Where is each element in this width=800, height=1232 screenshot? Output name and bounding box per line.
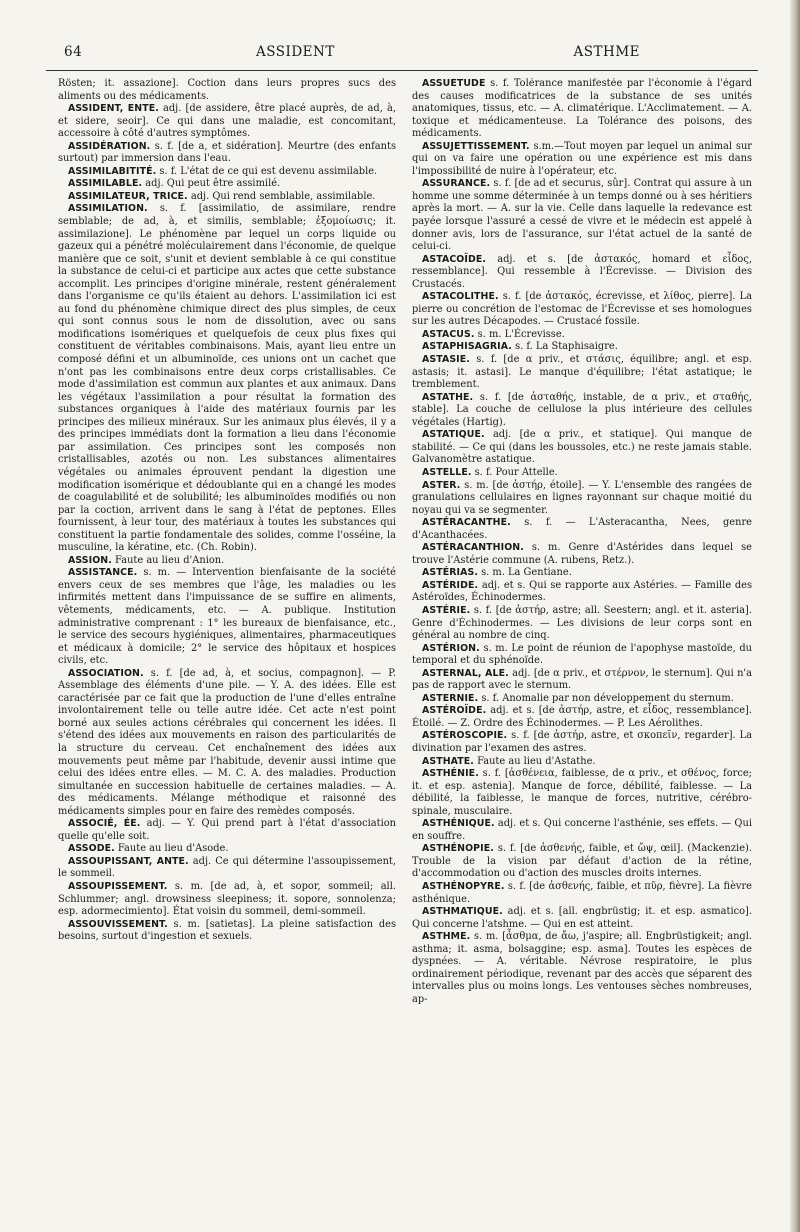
dictionary-entry: [58, 78, 396, 103]
entry-headword: ASSIDENT, ENTE.: [68, 103, 159, 115]
entry-headword: ASSURANCE.: [422, 178, 491, 190]
entry-headword: ASSIMILATION.: [68, 203, 148, 215]
entry-headword: ASTÉROÏDE.: [422, 705, 487, 717]
dictionary-entry: [412, 341, 752, 354]
dictionary-entry: [58, 668, 396, 819]
entry-headword: ASTHÉNIQUE.: [422, 818, 495, 830]
entry-definition: s. m. [ἆσθμα, de ἄω, j'aspire; all. Engbrüstigkeit; angl. asthma; it. asma, bolsaggine; esp. asma]. Toutes les espèces de dyspnées. — A. véritable. Névrose respiratoire, le plus ordinairement périodique, revenant par des accès que séparent des intervalles plus ou moins longs. Les ventouses sèches nombreuses, ap-: [412, 931, 752, 1005]
entry-definition: adj. et s. [de ἀστακός, homard et εἶδος, ressemblance]. Qui ressemble à l'Écrevisse. — Division des Crustacés.: [412, 253, 752, 290]
entry-definition: s. f. L'état de ce qui est devenu assimilable.: [156, 165, 378, 177]
dictionary-entry: [58, 818, 396, 843]
entry-headword: ASTELLE.: [422, 466, 472, 478]
entry-definition: s. f. La Staphisaigre.: [511, 341, 618, 353]
entry-definition: Faute au lieu d'Anion.: [111, 554, 225, 566]
entry-headword: ASSOCIÉ, ÉE.: [68, 818, 141, 830]
entry-headword: ASSISTANCE.: [68, 567, 138, 579]
entry-definition: s. m. L'Écrevisse.: [474, 328, 565, 340]
entry-headword: ASTATIQUE.: [422, 429, 485, 441]
dictionary-entry: [58, 191, 396, 204]
entry-headword: ASTERNAL, ALE.: [422, 667, 509, 679]
dictionary-entry: [58, 178, 396, 191]
right-running-headword: ASTHME: [573, 44, 640, 60]
entry-headword: ASTERNIE.: [422, 692, 479, 704]
entry-definition: adj. [de assidere, être placé auprès, de ad, à, et sidere, seoir]. Ce qui dans une maladie, est concomitant, accessoire à côté d'autres symptômes.: [58, 103, 396, 140]
dictionary-entry: [58, 203, 396, 554]
entry-definition: s.m.—Tout moyen par lequel un animal sur qui on va faire une opération ou une expérience est mis dans l'impossibilité de nuire à l'opérateur, etc.: [412, 140, 752, 177]
dictionary-entry: [412, 78, 752, 141]
entry-headword: ASTÉRACANTHION.: [422, 542, 524, 554]
dictionary-entry: [412, 881, 752, 906]
entry-definition: s. m. [de ἀστήρ, étoile]. — Y. L'ensemble des rangées de granulations cellulaires en lignes rayonnant sur chaque moitié du noyau qui va se segmenter.: [412, 479, 752, 516]
entry-headword: ASTHMATIQUE.: [422, 906, 503, 918]
dictionary-entry: [412, 354, 752, 392]
left-column: [58, 78, 396, 1218]
entry-headword: ASSOUPISSANT, ANTE.: [68, 855, 189, 867]
dictionary-entry: [58, 555, 396, 568]
entry-headword: ASSOUPISSEMENT.: [68, 881, 168, 892]
dictionary-entry: [412, 693, 752, 706]
page-number: 64: [64, 44, 83, 60]
dictionary-entry: [412, 329, 752, 342]
running-header: [46, 44, 762, 66]
entry-definition: s. f. [de ἀστήρ, astre; all. Seestern; angl. et it. asteria]. Genre d'Échinodermes. — Les divisions de leur corps sont en général au nombre de cinq.: [412, 604, 752, 642]
dictionary-entry: [412, 141, 752, 179]
dictionary-entry: [58, 856, 396, 881]
entry-definition: adj. et s. [de ἀστήρ, astre, et εἶδος, ressemblance]. Étoilé. — Z. Ordre des Échinodermes. — P. Les Aérolithes.: [412, 705, 752, 729]
entry-definition: s. f. [de ἀσθενής, faible, et ὤψ, œil]. (Mackenzie). Trouble de la vision par défaut d'action de la rétine, d'accommodation ou d'action des muscles droits internes.: [412, 843, 752, 880]
dictionary-entry: [412, 542, 752, 567]
dictionary-entry: [412, 843, 752, 881]
dictionary-entry: [412, 580, 752, 605]
dictionary-entry: [412, 392, 752, 430]
dictionary-entry: [412, 643, 752, 668]
right-column: [412, 78, 752, 1218]
entry-headword: ASTÉROSCOPIE.: [422, 730, 508, 742]
dictionary-entry: [412, 768, 752, 818]
entry-definition: s. m. [satietas]. La pleine satisfaction des besoins, surtout d'ingestion et sexuels.: [58, 918, 396, 943]
dictionary-entry: [412, 730, 752, 755]
entry-definition: adj. Qui peut être assimilé.: [142, 178, 281, 190]
dictionary-entry: [412, 668, 752, 693]
dictionary-entry: [412, 467, 752, 480]
dictionary-entry: [58, 567, 396, 667]
entry-headword: ASSODE.: [68, 843, 115, 855]
dictionary-entry: [58, 881, 396, 919]
entry-definition: s. f. Anomalie par non développement du sternum.: [478, 692, 734, 704]
entry-headword: ASTATHE.: [422, 391, 474, 403]
dictionary-entry: [412, 254, 752, 292]
entry-headword: ASTÉRIAS.: [422, 567, 478, 579]
left-running-headword: ASSIDENT: [256, 44, 335, 60]
entry-definition: s. f. [assimilatio, de assimilare, rendre semblable; de ad, à, et similis, semblable; ἐξομοίωσις; it. assimilazione]. Le phénomène par lequel un corps liquide ou gazeux qui a pénétré moléculairement dans l'économie, de quelque manière que ce soit, s'unit et devient semblable à ce qui constitue la substance de celui-ci et participe aux actes que cette substance accomplit. Les principes d'origine minérale, restent généralement dans l'organisme ce qu'ils étaient au dehors. L'assimilation ici est au fond du phénomène chimique direct des plus simples, de ceux qui sont connus sous le nom de dissolution, avec ou sans modifications isomériques et quelquefois de ceux plus fixes qui constituent de véritables combinaisons. Mais, ayant lieu entre un composé défini et un albuminoïde, ces unions ont un cachet que n'ont pas les combinaisons entre deux corps cristallisables. Ce mode d'assimilation est commun aux plantes et aux animaux. Dans les végétaux l'assimilation a pour résultat la formation des substances organiques à l'aide des matériaux fournis par les principes des milieux minéraux. Sur les animaux plus élevés, il y a des principes immédiats dont la formation a lieu dans l'économie par assimilation. Ces principes sont les composés non cristallisables, azotés ou non. Les substances alimentaires végétales ou animales éprouvent pendant la digestion une modification isomérique et dédoublante qui en a changé les modes de coagulabilité et de solubilité; les albuminoïdes modifiés ou non par la coction, arrivent dans le sang à l'état de peptones. Elles fournissent, à leur tour, des matériaux à toutes les substances qui constituent la partie fondamentale des solides, comme l'osséine, la musculine, la kératine, etc. (Ch. Robin).: [58, 203, 396, 554]
entry-definition: Rösten; it. assazione]. Coction dans leurs propres sucs des aliments ou des médicaments.: [58, 78, 396, 102]
entry-definition: adj. [de α priv., et statique]. Qui manque de stabilité. — Ce qui (dans les boussoles, etc.) ne reste jamais stable. Galvanomètre astatique.: [412, 429, 752, 466]
entry-headword: ASSIMILABLE.: [68, 178, 143, 190]
page-edge-shadow: [790, 0, 800, 1232]
entry-headword: ASTÉRION.: [422, 642, 480, 654]
entry-definition: s. f. [de α priv., et στάσις, équilibre; angl. et esp. astasis; it. astasi]. Le manque d'équilibre; l'état astatique; le tremblement.: [412, 354, 752, 391]
entry-definition: s. f. Tolérance manifestée par l'économie à l'égard des causes modificatrices de la substance de ses unités anatomiques, tissus, etc. — A. climatérique. L'Acclimatement. — A. toxique et médicamenteuse. La Tolérance des poisons, des médicaments.: [412, 78, 752, 140]
entry-headword: ASTACOLITHE.: [422, 291, 499, 303]
entry-definition: s. m. Le point de réunion de l'apophyse mastoïde, du temporal et du sphénoïde.: [412, 642, 752, 667]
entry-definition: s. f. [de ἀσταθής, instable, de α priv., et σταθής, stable]. La couche de cellulose la plus intérieure des cellules végétales (Hartig).: [412, 391, 752, 428]
entry-headword: ASSUJETTISSEMENT.: [422, 140, 530, 152]
entry-headword: ASSION.: [68, 554, 112, 566]
entry-definition: s. m. [de ad, à, et sopor, sommeil; all. Schlummer; angl. drowsiness sleepiness; it. sopore, sonnolenza; esp. adormecimiento]. État voisin du sommeil, demi-sommeil.: [58, 881, 396, 918]
entry-headword: ASSIMILATEUR, TRICE.: [68, 190, 188, 202]
entry-definition: s. f. [de a, et sidération]. Meurtre (des enfants surtout) par immersion dans l'eau.: [58, 140, 396, 165]
entry-definition: s. f. [de ἀστακός, écrevisse, et λίθος, pierre]. La pierre ou concrétion de l'estomac de l'Écrevisse et ses homologues sur les autres Décapodes. — Crustacé fossile.: [412, 291, 752, 328]
dictionary-entry: [412, 178, 752, 253]
entry-headword: ASSOUVISSEMENT.: [68, 918, 168, 930]
entry-headword: ASTACUS.: [422, 328, 475, 340]
entry-headword: ASTHATE.: [422, 755, 474, 767]
entry-definition: s. m. La Gentiane.: [477, 567, 572, 579]
dictionary-entry: [58, 843, 396, 856]
entry-headword: ASSUÉTUDE: [422, 78, 486, 89]
dictionary-entry: [412, 291, 752, 329]
entry-definition: s. f. [de ἀστήρ, astre, et σκοπεῖν, regarder]. La divination par l'examen des astres.: [412, 730, 752, 754]
entry-definition: adj. — Y. Qui prend part à l'état d'association quelle qu'elle soit.: [58, 818, 396, 842]
dictionary-entry: [412, 931, 752, 1006]
entry-headword: ASSIMILABITITÉ.: [68, 165, 157, 177]
dictionary-entry: [58, 919, 396, 944]
entry-definition: adj. [de α priv., et στέρνον, le sternum]. Qui n'a pas de rapport avec le sternum.: [412, 667, 752, 692]
dictionary-entry: [412, 756, 752, 769]
dictionary-entry: [58, 166, 396, 179]
entry-headword: ASTHÉNIE.: [422, 768, 479, 780]
header-rule: [46, 70, 758, 71]
dictionary-entry: [58, 103, 396, 141]
dictionary-entry: [412, 480, 752, 518]
entry-headword: ASTÉRACANTHE.: [422, 517, 511, 529]
entry-headword: ASTASIE.: [422, 354, 470, 366]
entry-headword: ASTACOÏDE.: [422, 253, 487, 265]
dictionary-entry: [58, 141, 396, 166]
entry-definition: s. f. [de ἀσθενής, faible, et πῦρ, fièvre]. La fièvre asthénique.: [412, 881, 752, 905]
dictionary-entry: [412, 906, 752, 931]
entry-definition: adj. Ce qui détermine l'assoupissement, le sommeil.: [58, 855, 396, 880]
entry-definition: adj. Qui rend semblable, assimilable.: [187, 190, 376, 202]
entry-headword: ASTÉRIDE.: [422, 579, 479, 591]
entry-definition: s. m. — Intervention bienfaisante de la société envers ceux de ses membres que l'âge, les maladies ou les infirmités mettent dans l'impuissance de se suffire en aliments, vêtements, médicaments, etc. — A. publique. Institution administrative comprenant : 1° les bureaux de bienfaisance, etc., le service des secours hygiéniques, alimentaires, pharmaceutiques et médicaux à domicile; 2° le service des hôpitaux et hospices civils, etc.: [58, 567, 396, 667]
entry-definition: s. f. [de ad et securus, sûr]. Contrat qui assure à un homme une somme déterminée à un temps donné ou à ses héritiers après la mort. — A. sur la vie. Celle dans laquelle la redevance est payée lorsque l'assuré a cessé de vivre et le médecin est appelé à donner avis, lors de l'assurance, sur l'état actuel de la santé de celui-ci.: [412, 178, 752, 253]
entry-definition: adj. et s. Qui concerne l'asthénie, ses effets. — Qui en souffre.: [412, 818, 752, 842]
dictionary-entry: [412, 567, 752, 580]
entry-definition: s. m. Genre d'Astérides dans lequel se trouve l'Astérie commune (A. rubens, Retz.).: [412, 542, 752, 566]
entry-headword: ASTER.: [422, 479, 461, 491]
dictionary-entry: [412, 818, 752, 843]
dictionary-entry: [412, 517, 752, 542]
entry-definition: s. f. — L'Asteracantha, Nees, genre d'Acanthacées.: [412, 517, 752, 541]
entry-headword: ASSIDÉRATION.: [68, 140, 151, 152]
entry-definition: adj. et s. [all. engbrüstig; it. et esp. asmatico]. Qui concerne l'atshme. — Qui en est atteint.: [412, 906, 752, 930]
entry-headword: ASTÉRIE.: [422, 604, 471, 616]
entry-definition: s. f. [ἀσθένεια, faiblesse, de α priv., et σθένος, force; it. et esp. astenia]. Manque de force, débilité, faiblesse. — La débilité, la faiblesse, le manque de forces, nutritive, cérébro-spinale, musculaire.: [412, 768, 752, 817]
dictionary-entry: [412, 605, 752, 643]
dictionary-entry: [412, 705, 752, 730]
entry-definition: s. f. [de ad, à, et socius, compagnon]. — P. Assemblage des éléments d'une pile. — Y. A. des idées. Elle est caractérisée par ce fait que la production de l'une d'elles entraîne involontairement telle ou telle autre idée. Cet acte n'est point borné aux seules actions cérébrales qui concernent les idées. Il s'étend des idées aux mouvements en raison des particularités de la structure du cerveau. Cet enchaînement des idées aux mouvements peut même par l'habitude, devenir aussi intime que celui des idées entre elles. — M. C. A. des maladies. Production simultanée en succession habituelle de certaines maladies. — A. des médicaments. Mélange méthodique et raisonné des médicaments simples pour en faire des remèdes composés.: [58, 667, 396, 817]
dictionary-entry: [412, 429, 752, 467]
entry-headword: ASTHME.: [422, 931, 471, 943]
entry-definition: Faute au lieu d'Asode.: [114, 843, 229, 855]
entry-definition: Faute au lieu d'Astathe.: [473, 755, 596, 767]
entry-headword: ASTHÉNOPYRE.: [422, 881, 505, 892]
entry-headword: ASTAPHISAGRIA.: [422, 341, 512, 353]
entry-headword: ASTHÉNOPIE.: [422, 843, 494, 855]
entry-definition: adj. et s. Qui se rapporte aux Astéries. — Famille des Astéroïdes, Échinodermes.: [412, 579, 752, 604]
entry-headword: ASSOCIATION.: [68, 667, 144, 679]
entry-definition: s. f. Pour Attelle.: [471, 466, 558, 478]
